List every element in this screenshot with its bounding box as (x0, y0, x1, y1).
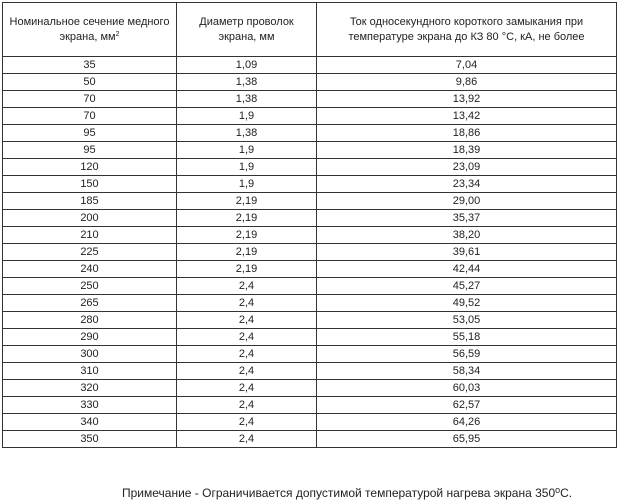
header-row (3, 3, 617, 57)
cell-wire-diameter: 2,19 (177, 261, 317, 278)
cell-cross-section: 35 (3, 57, 177, 74)
cell-wire-diameter: 1,09 (177, 57, 317, 74)
table-row (3, 57, 617, 74)
cell-short-circuit-current: 9,86 (317, 74, 617, 91)
table-row (3, 312, 617, 329)
cell-cross-section: 330 (3, 397, 177, 414)
cell-wire-diameter: 2,4 (177, 295, 317, 312)
footnote-suffix: С. (560, 486, 573, 500)
cell-short-circuit-current: 23,09 (317, 159, 617, 176)
cell-short-circuit-current: 65,95 (317, 431, 617, 448)
cell-cross-section: 310 (3, 363, 177, 380)
table-row (3, 210, 617, 227)
footnote-text: Примечание - Ограничивается допустимой температурой нагрева экрана 350 (122, 486, 556, 500)
cell-wire-diameter: 1,38 (177, 91, 317, 108)
cell-wire-diameter: 1,38 (177, 74, 317, 91)
table-row (3, 397, 617, 414)
cell-wire-diameter: 2,4 (177, 414, 317, 431)
cell-short-circuit-current: 7,04 (317, 57, 617, 74)
table-row (3, 346, 617, 363)
cell-short-circuit-current: 45,27 (317, 278, 617, 295)
cell-short-circuit-current: 29,00 (317, 193, 617, 210)
cell-cross-section: 300 (3, 346, 177, 363)
cell-wire-diameter: 2,4 (177, 431, 317, 448)
table-row (3, 329, 617, 346)
cell-cross-section: 95 (3, 125, 177, 142)
table-row (3, 227, 617, 244)
table-row (3, 431, 617, 448)
header-cross-section-text: Номинальное сечение медного экрана, мм (9, 15, 170, 43)
table-row (3, 176, 617, 193)
cell-short-circuit-current: 55,18 (317, 329, 617, 346)
cell-wire-diameter: 2,4 (177, 363, 317, 380)
table-row (3, 414, 617, 431)
cell-wire-diameter: 2,4 (177, 312, 317, 329)
table-row (3, 125, 617, 142)
table-row (3, 244, 617, 261)
cell-wire-diameter: 2,4 (177, 346, 317, 363)
cell-short-circuit-current: 56,59 (317, 346, 617, 363)
cell-wire-diameter: 2,4 (177, 397, 317, 414)
cell-cross-section: 210 (3, 227, 177, 244)
cell-wire-diameter: 1,9 (177, 176, 317, 193)
table-row (3, 91, 617, 108)
cell-cross-section: 120 (3, 159, 177, 176)
table-row (3, 108, 617, 125)
table-row (3, 261, 617, 278)
cell-short-circuit-current: 38,20 (317, 227, 617, 244)
cell-short-circuit-current: 42,44 (317, 261, 617, 278)
cell-short-circuit-current: 64,26 (317, 414, 617, 431)
header-cross-section (3, 3, 177, 57)
cell-wire-diameter: 2,4 (177, 380, 317, 397)
cell-short-circuit-current: 58,34 (317, 363, 617, 380)
footnote-degree: о (555, 485, 561, 495)
cell-wire-diameter: 1,9 (177, 159, 317, 176)
table-row (3, 142, 617, 159)
table-row (3, 363, 617, 380)
table-row (3, 295, 617, 312)
cell-short-circuit-current: 23,34 (317, 176, 617, 193)
cell-cross-section: 350 (3, 431, 177, 448)
cell-short-circuit-current: 18,86 (317, 125, 617, 142)
cell-cross-section: 340 (3, 414, 177, 431)
cell-cross-section: 225 (3, 244, 177, 261)
table-header (3, 3, 617, 57)
table-row (3, 193, 617, 210)
cell-cross-section: 320 (3, 380, 177, 397)
table-row (3, 159, 617, 176)
cell-cross-section: 280 (3, 312, 177, 329)
header-short-circuit-current: Ток односекундного короткого замыкания при температуре экрана до КЗ 80 °С, кА, не более (317, 3, 617, 57)
cell-wire-diameter: 2,19 (177, 193, 317, 210)
cell-cross-section: 70 (3, 91, 177, 108)
cell-wire-diameter: 2,4 (177, 329, 317, 346)
cell-wire-diameter: 1,9 (177, 142, 317, 159)
cell-cross-section: 70 (3, 108, 177, 125)
cell-wire-diameter: 2,4 (177, 278, 317, 295)
cell-cross-section: 265 (3, 295, 177, 312)
cell-wire-diameter: 2,19 (177, 227, 317, 244)
cell-wire-diameter: 1,9 (177, 108, 317, 125)
footnote (122, 485, 572, 500)
cell-short-circuit-current: 49,52 (317, 295, 617, 312)
cell-cross-section: 95 (3, 142, 177, 159)
cell-cross-section: 200 (3, 210, 177, 227)
table-body (3, 57, 617, 448)
header-cross-section-sup: 2 (115, 30, 120, 38)
cell-cross-section: 185 (3, 193, 177, 210)
cell-cross-section: 250 (3, 278, 177, 295)
cell-short-circuit-current: 62,57 (317, 397, 617, 414)
cell-cross-section: 50 (3, 74, 177, 91)
cell-cross-section: 290 (3, 329, 177, 346)
table-row (3, 278, 617, 295)
cell-short-circuit-current: 13,42 (317, 108, 617, 125)
cell-wire-diameter: 2,19 (177, 244, 317, 261)
cell-short-circuit-current: 60,03 (317, 380, 617, 397)
cell-short-circuit-current: 18,39 (317, 142, 617, 159)
table-row (3, 74, 617, 91)
cell-cross-section: 150 (3, 176, 177, 193)
header-wire-diameter: Диаметр проволок экрана, мм (177, 3, 317, 57)
cell-short-circuit-current: 53,05 (317, 312, 617, 329)
cell-short-circuit-current: 39,61 (317, 244, 617, 261)
cell-short-circuit-current: 35,37 (317, 210, 617, 227)
cell-short-circuit-current: 13,92 (317, 91, 617, 108)
cell-wire-diameter: 1,38 (177, 125, 317, 142)
cable-screen-table (2, 2, 617, 448)
table-row (3, 380, 617, 397)
cell-cross-section: 240 (3, 261, 177, 278)
cell-wire-diameter: 2,19 (177, 210, 317, 227)
